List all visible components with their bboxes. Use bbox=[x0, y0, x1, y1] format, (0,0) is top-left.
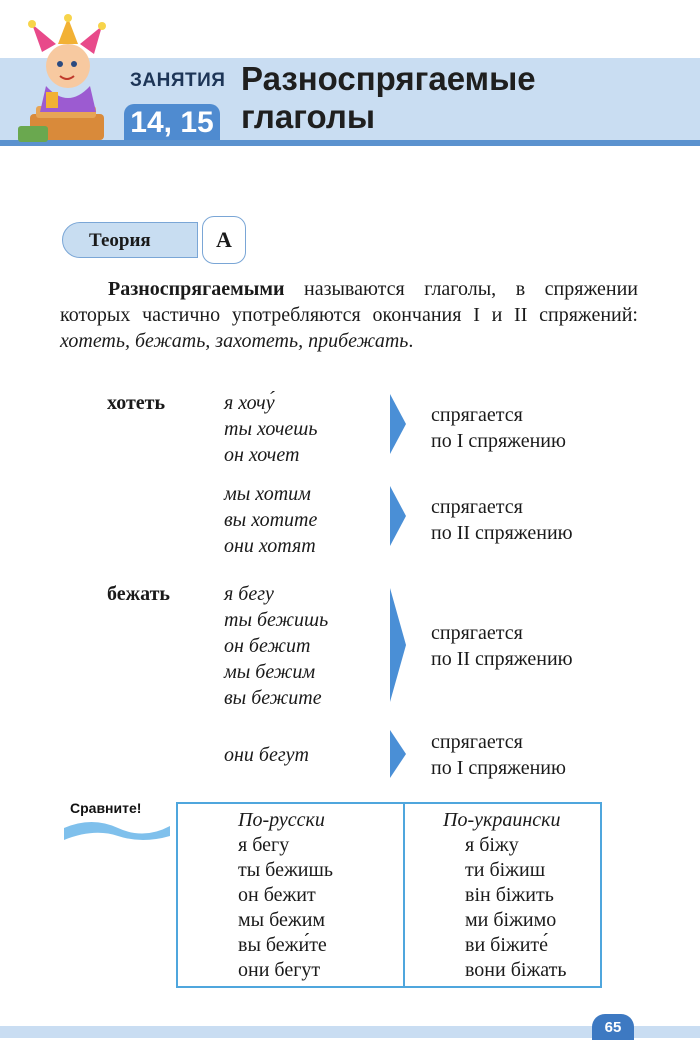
theory-letter-badge: А bbox=[202, 216, 246, 264]
verb-forms-group bbox=[224, 742, 309, 768]
conjugation-note-line: спрягается bbox=[431, 622, 523, 644]
page-title bbox=[241, 60, 671, 136]
column-header: По-русски bbox=[238, 809, 325, 831]
table-cell: ми біжимо bbox=[465, 909, 557, 931]
conjugation-note-line: спрягается bbox=[431, 404, 523, 426]
definition-term: Разноспрягаемыми bbox=[108, 278, 285, 300]
russian-column bbox=[238, 808, 333, 983]
chevron-right-icon bbox=[388, 728, 408, 780]
definition-text: называются глаголы, в спряжении которых частично употребляются окончания I и II спряжений: bbox=[60, 278, 638, 326]
table-cell: ти біжиш bbox=[465, 859, 546, 881]
chevron-right-icon bbox=[388, 392, 408, 456]
conjugation-note bbox=[431, 729, 566, 781]
chevron-right-icon bbox=[388, 484, 408, 548]
verb-forms-group bbox=[224, 390, 317, 468]
conjugation-note-line: по II спряжению bbox=[431, 522, 573, 544]
verb-infinitive: хотеть bbox=[107, 392, 166, 414]
verb-form: он хочет bbox=[224, 444, 300, 466]
table-cell: я біжу bbox=[465, 834, 519, 856]
definition-examples: хотеть, бежать, захотеть, прибежать bbox=[60, 330, 409, 352]
lesson-label: ЗАНЯТИЯ bbox=[130, 70, 226, 91]
ukrainian-column bbox=[443, 808, 566, 983]
verb-form: вы хотите bbox=[224, 509, 318, 531]
compare-label: Сравните! bbox=[70, 800, 142, 816]
verb-form: я бегу bbox=[224, 583, 274, 605]
conjugation-note-line: по I спряжению bbox=[431, 430, 566, 452]
conjugation-note-line: спрягается bbox=[431, 496, 523, 518]
verb-form: вы бежите bbox=[224, 687, 322, 709]
verb-forms-group bbox=[224, 581, 328, 711]
definition-end: . bbox=[408, 330, 414, 352]
verb-form: они бегут bbox=[224, 744, 309, 766]
column-header: По-украински bbox=[443, 809, 561, 831]
table-cell: вы бежи́те bbox=[238, 934, 327, 956]
conjugation-note bbox=[431, 402, 566, 454]
table-cell: ты бежишь bbox=[238, 859, 334, 881]
conjugation-note-line: по II спряжению bbox=[431, 648, 573, 670]
lesson-number-badge: 14, 15 bbox=[124, 104, 220, 140]
table-cell: він біжить bbox=[465, 884, 554, 906]
verb-forms-group bbox=[224, 481, 317, 559]
conjugation-note-line: спрягается bbox=[431, 731, 523, 753]
table-cell: они бегут bbox=[238, 959, 321, 981]
conjugation-note-line: по I спряжению bbox=[431, 757, 566, 779]
verb-form: ты хочешь bbox=[224, 418, 318, 440]
title-line-1: Разноспрягаемые bbox=[241, 60, 536, 97]
verb-form: мы хотим bbox=[224, 483, 311, 505]
table-cell: ви біжите́ bbox=[465, 934, 549, 956]
table-cell: он бежит bbox=[238, 884, 316, 906]
table-divider bbox=[403, 802, 405, 988]
verb-form: они хотят bbox=[224, 535, 316, 557]
table-cell: вони біжать bbox=[465, 959, 567, 981]
title-line-2: глаголы bbox=[241, 98, 376, 135]
page-number: 65 bbox=[592, 1014, 634, 1040]
table-cell: я бегу bbox=[238, 834, 290, 856]
conjugation-note bbox=[431, 494, 573, 546]
definition-paragraph bbox=[60, 276, 638, 354]
verb-infinitive: бежать bbox=[107, 583, 170, 605]
conjugation-note bbox=[431, 620, 573, 672]
jester-mascot-illustration bbox=[10, 14, 122, 144]
table-cell: мы бежим bbox=[238, 909, 326, 931]
theory-label: Теория bbox=[62, 222, 198, 258]
verb-form: ты бежишь bbox=[224, 609, 329, 631]
verb-form: я хочу́ bbox=[224, 392, 275, 414]
verb-form: он бежит bbox=[224, 635, 311, 657]
verb-form: мы бежим bbox=[224, 661, 316, 683]
chevron-right-icon bbox=[388, 586, 408, 704]
